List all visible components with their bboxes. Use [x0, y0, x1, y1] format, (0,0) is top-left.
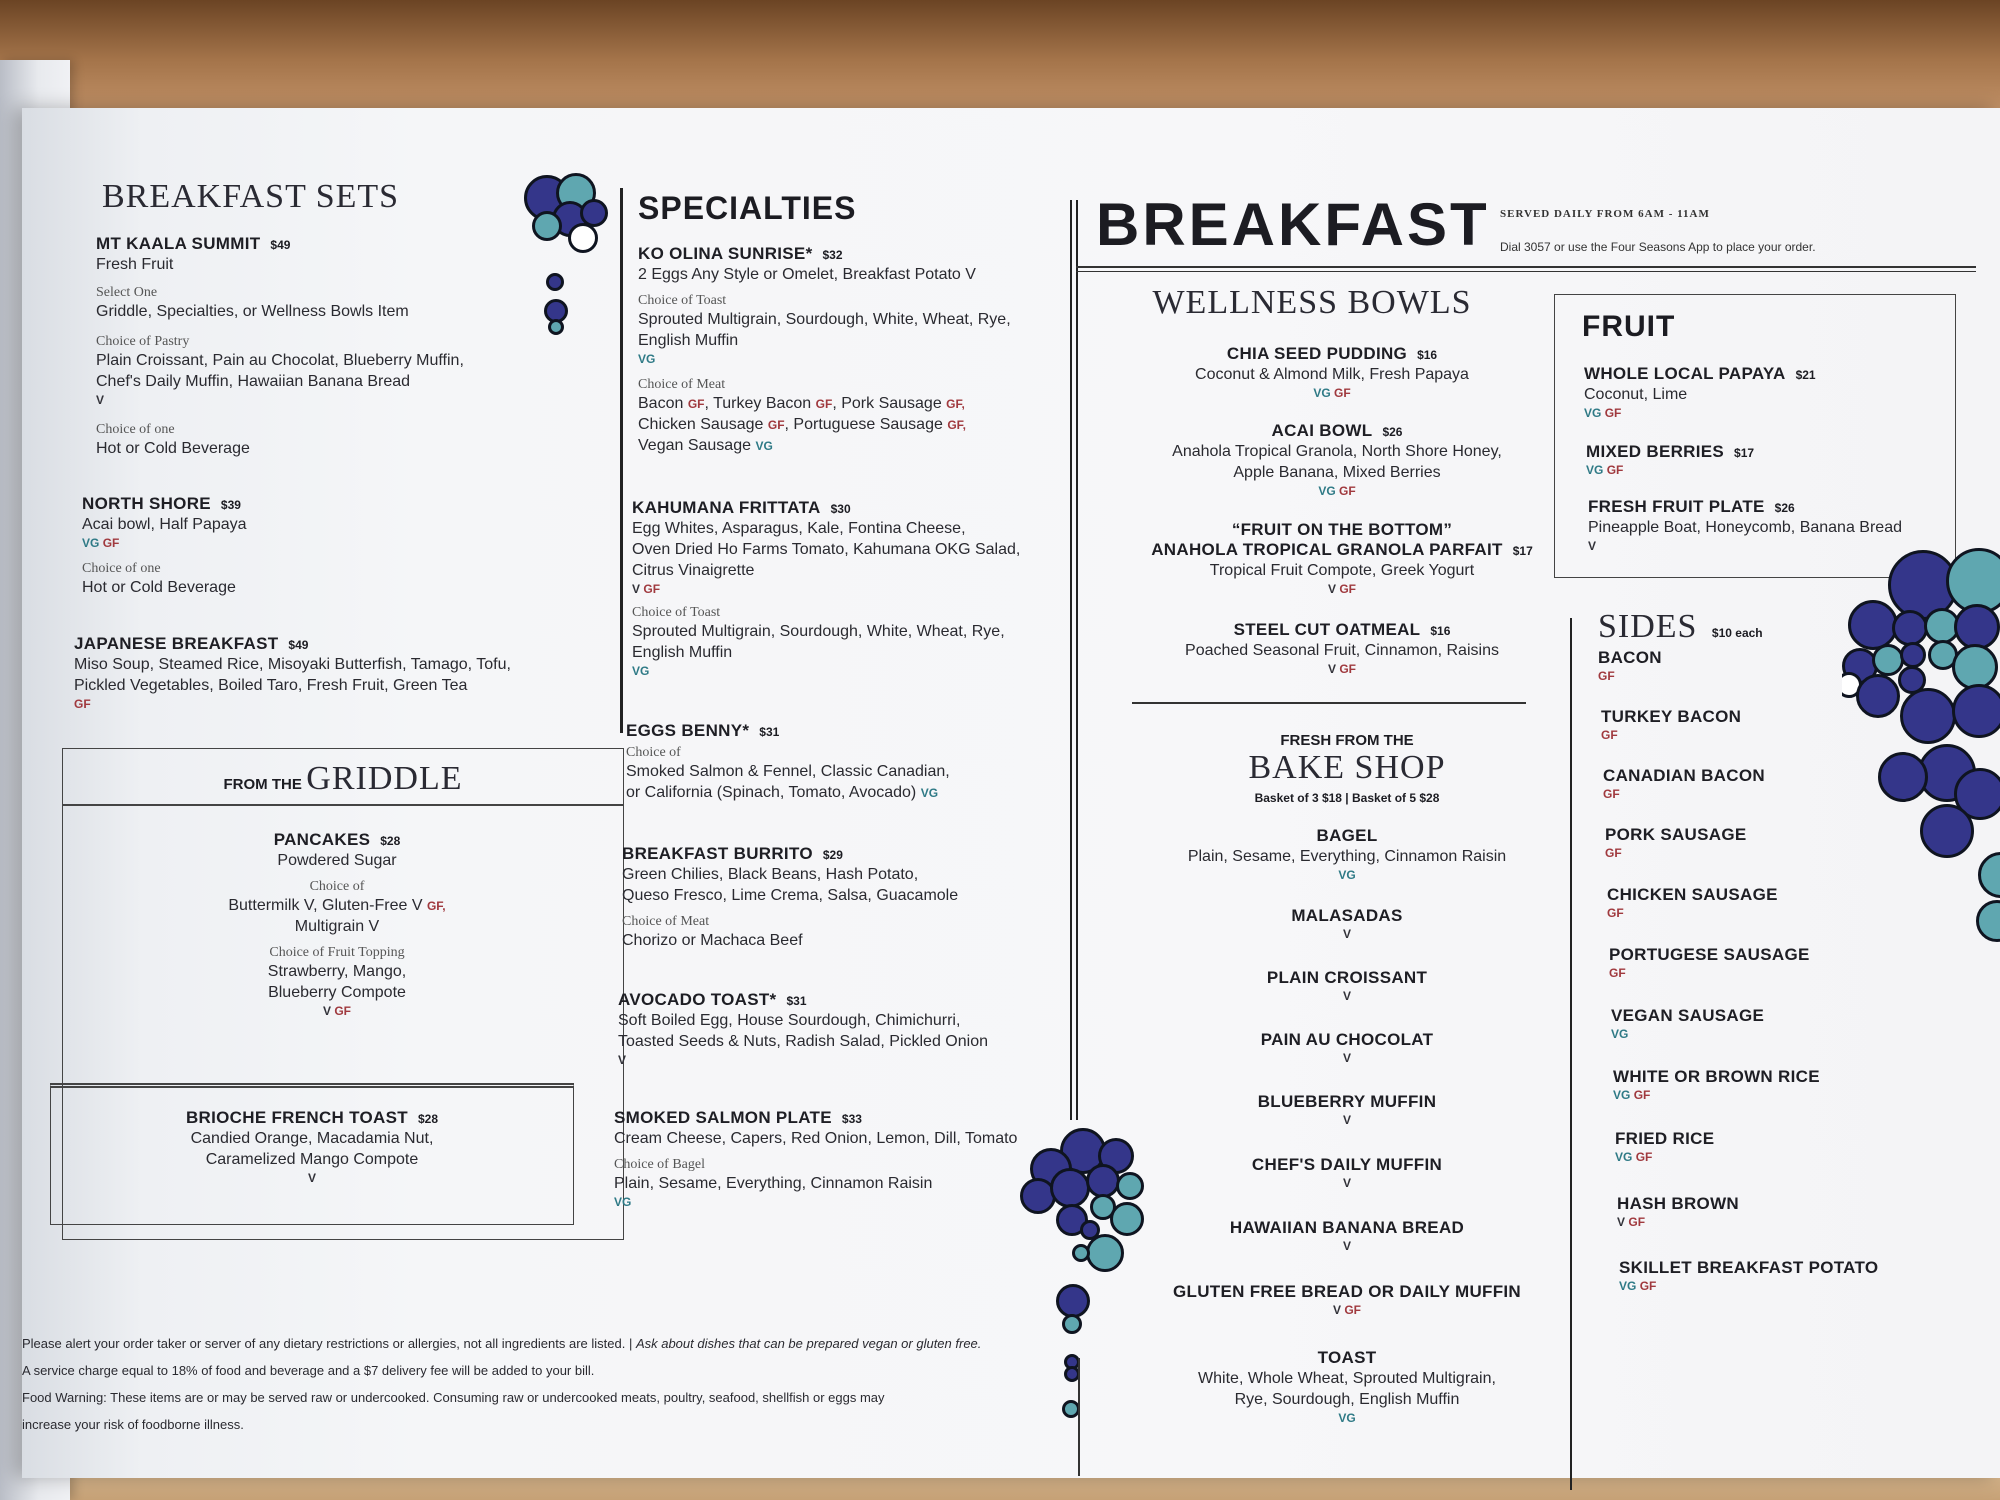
choice-text: Plain Croissant, Pain au Chocolat, Blueberry Muffin,	[96, 352, 464, 369]
diet-tag-gf: GF	[1334, 386, 1351, 400]
item-name: MT KAALA SUMMIT	[96, 234, 261, 253]
diet-tag-v: V	[1327, 582, 1336, 596]
diet-tag-gf: GF	[1633, 1088, 1651, 1102]
menu-item-pancakes	[172, 830, 502, 1019]
item-name: HASH BROWN	[1617, 1194, 1739, 1213]
item-name: TURKEY BACON	[1601, 707, 1742, 726]
choice-label: Choice of one	[82, 561, 161, 576]
item-desc: Anahola Tropical Granola, North Shore Honey,	[1172, 443, 1502, 460]
griddle-from-the: FROM THE	[223, 776, 302, 793]
item-desc: Caramelized Mango Compote	[205, 1151, 419, 1168]
menu-item-eggs-benny	[626, 721, 950, 803]
item-desc: Candied Orange, Macadamia Nut,	[190, 1130, 434, 1147]
item-name: SMOKED SALMON PLATE	[614, 1108, 832, 1127]
diet-tag-vg: VG	[632, 664, 650, 678]
item-desc: Powdered Sugar	[277, 852, 397, 869]
item-name: MALASADAS	[1291, 906, 1403, 925]
item-name: ACAI BOWL	[1271, 421, 1373, 440]
item-price: $28	[417, 1112, 438, 1126]
menu-page	[22, 108, 2000, 1478]
bakeshop-item	[1082, 1218, 1612, 1282]
item-name: KO OLINA SUNRISE*	[638, 244, 813, 263]
choice-label: Choice of Bagel	[614, 1157, 705, 1172]
choice-text: Chef's Daily Muffin, Hawaiian Banana Bread	[96, 373, 411, 390]
item-desc: Toasted Seeds & Nuts, Radish Salad, Pickled Onion	[618, 1033, 988, 1050]
diet-tag-gf: GF	[334, 1004, 352, 1018]
side-item	[1598, 1129, 1958, 1194]
footer-food-warning-cont: increase your risk of foodborne illness.	[22, 1417, 244, 1432]
header-rule-1	[1076, 266, 1976, 268]
diet-tag-vg: VG	[1615, 1150, 1633, 1164]
diet-tag-gf: GF	[643, 582, 661, 596]
side-item	[1598, 1258, 1958, 1322]
diet-tag: VG	[1338, 868, 1356, 882]
item-desc: Queso Fresco, Lime Crema, Salsa, Guacamole	[622, 887, 959, 904]
footer-food-warning: Food Warning: These items are or may be served raw or undercooked. Consuming raw or undercooked meats, poultry, seafood, shellfish or eggs may	[22, 1390, 885, 1405]
choice-text: Bacon	[638, 395, 688, 412]
bakeshop-item	[1082, 1030, 1612, 1092]
footer-service-charge: A service charge equal to 18% of food and beverage and a $7 delivery fee will be added to your bill.	[22, 1363, 595, 1378]
item-price: $29	[822, 848, 843, 862]
item-price: $49	[288, 638, 309, 652]
item-desc: 2 Eggs Any Style or Omelet, Breakfast Potato V	[638, 266, 976, 283]
diet-tag-v: V	[1327, 662, 1336, 676]
diet-tag-gf: GF,	[946, 397, 965, 411]
diet-tag-gf: GF	[687, 397, 705, 411]
choice-text: Sprouted Multigrain, Sourdough, White, Wheat, Rye,	[638, 311, 1011, 328]
choice-text: Strawberry, Mango,	[267, 963, 407, 980]
choice-label: Choice of one	[96, 422, 175, 437]
item-name: FRESH FRUIT PLATE	[1588, 497, 1765, 516]
item-price: $30	[830, 502, 851, 516]
diet-tag-gf: GF,	[947, 418, 966, 432]
diet-tag-v: V	[618, 1053, 627, 1067]
item-name: PANCAKES	[273, 830, 371, 849]
item-name: TOAST	[1317, 1348, 1377, 1367]
header-rule-2	[1076, 271, 1976, 272]
diet-tag-gf: GF	[102, 536, 120, 550]
choice-text: English Muffin	[632, 644, 733, 661]
item-name: CHIA SEED PUDDING	[1226, 344, 1408, 363]
footer-vegan-note: Ask about dishes that can be prepared vegan or gluten free.	[635, 1336, 982, 1351]
item-desc: Pineapple Boat, Honeycomb, Banana Bread	[1588, 519, 1902, 536]
diet-tag-gf: GF	[1606, 463, 1624, 477]
item-desc: Miso Soup, Steamed Rice, Misoyaki Butterfish, Tamago, Tofu,	[74, 656, 511, 673]
diet-tag-gf: GF	[1339, 582, 1357, 596]
diet-tag: GF	[1603, 787, 1620, 801]
diet-tag: V	[96, 393, 105, 407]
item-desc: Oven Dried Ho Farms Tomato, Kahumana OKG Salad,	[632, 541, 1021, 558]
menu-item-north-shore	[82, 494, 247, 598]
choice-text: Buttermilk V, Gluten-Free V	[228, 897, 423, 914]
diet-tag-vg: VG	[1584, 406, 1602, 420]
diet-tag-vg: VG	[82, 536, 100, 550]
menu-item-burrito	[622, 844, 958, 951]
item-desc: Coconut, Lime	[1584, 386, 1688, 403]
sides-price: $10 each	[1711, 626, 1763, 640]
item-name: STEEL CUT OATMEAL	[1233, 620, 1421, 639]
item-name: AVOCADO TOAST*	[618, 990, 777, 1009]
menu-item-acai	[1082, 421, 1592, 499]
choice-text: or California (Spinach, Tomato, Avocado)	[626, 784, 921, 801]
breakfast-sets-title: BREAKFAST SETS	[102, 178, 400, 215]
sides-rule	[1570, 618, 1572, 1490]
bakeshop-item	[1082, 968, 1612, 1030]
menu-item-japanese-breakfast	[74, 634, 511, 712]
choice-label: Choice of	[309, 879, 365, 894]
item-price: $32	[822, 248, 843, 262]
item-desc: Tropical Fruit Compote, Greek Yogurt	[1209, 562, 1475, 579]
choice-label: Choice of Toast	[632, 605, 721, 620]
item-desc: Fresh Fruit	[96, 256, 174, 273]
choice-text: Smoked Salmon & Fennel, Classic Canadian,	[626, 763, 950, 780]
item-name: FRIED RICE	[1615, 1129, 1715, 1148]
diet-tag-gf: GF	[1639, 1279, 1657, 1293]
diet-tag-v: V	[307, 1171, 316, 1185]
menu-item-kahumana	[632, 498, 1020, 679]
diet-tag: V	[1342, 989, 1351, 1003]
item-desc: Apple Banana, Mixed Berries	[1233, 464, 1441, 481]
item-desc: Egg Whites, Asparagus, Kale, Fontina Cheese,	[632, 520, 966, 537]
diet-tag-v: V	[632, 582, 641, 596]
menu-item-mt-kaala	[96, 234, 464, 459]
diet-tag: V	[1342, 927, 1351, 941]
item-name: PORTUGESE SAUSAGE	[1609, 945, 1810, 964]
diet-tag-vg: VG	[1318, 484, 1336, 498]
choice-label: Select One	[96, 285, 158, 300]
wellness-title: WELLNESS BOWLS	[1152, 284, 1472, 321]
column-rule-2	[1070, 200, 1072, 1120]
item-name: JAPANESE BREAKFAST	[74, 634, 279, 653]
footer-notes	[22, 1330, 1062, 1438]
diet-tag-gf: GF	[815, 397, 833, 411]
choice-text: Hot or Cold Beverage	[82, 579, 236, 596]
choice-text: Plain, Sesame, Everything, Cinnamon Raisin	[614, 1175, 933, 1192]
diet-tag-vg: VG	[1613, 1088, 1631, 1102]
footer-line	[22, 1330, 1062, 1357]
diet-tag-vg: VG	[614, 1195, 632, 1209]
order-instructions: Dial 3057 or use the Four Seasons App to place your order.	[1500, 240, 1816, 254]
item-price: $17	[1734, 446, 1755, 460]
item-name: CHICKEN SAUSAGE	[1607, 885, 1778, 904]
diet-tag: V	[1342, 1051, 1351, 1065]
item-price: $31	[786, 994, 807, 1008]
choice-label: Choice of Meat	[622, 914, 710, 929]
item-desc: Rye, Sourdough, English Muffin	[1234, 1391, 1460, 1408]
item-price: $31	[759, 725, 780, 739]
choice-text: Multigrain V	[294, 918, 380, 935]
bubble-stem	[1078, 1358, 1080, 1476]
bakeshop-title: BAKE SHOP	[1248, 749, 1446, 786]
griddle-title: GRIDDLE	[306, 760, 463, 797]
item-name: BACON	[1598, 648, 1662, 667]
choice-text: , Portuguese Sausage	[784, 416, 948, 433]
item-name: CHEF'S DAILY MUFFIN	[1251, 1155, 1443, 1174]
diet-tag: V	[1342, 1176, 1351, 1190]
diet-tag-gf: GF	[74, 697, 91, 711]
sides-title: SIDES	[1598, 608, 1698, 645]
item-name: BREAKFAST BURRITO	[622, 844, 813, 863]
bubble-decoration-right	[1842, 548, 2000, 1008]
item-name: “FRUIT ON THE BOTTOM”	[1231, 520, 1453, 539]
menu-item-fruit-plate	[1588, 497, 1902, 554]
item-name: WHOLE LOCAL PAPAYA	[1584, 364, 1786, 383]
menu-item-berries	[1586, 442, 1754, 478]
item-desc: Plain, Sesame, Everything, Cinnamon Raisin	[1187, 848, 1507, 865]
diet-tag-gf: GF	[1339, 484, 1356, 498]
choice-text: Vegan Sausage	[638, 437, 756, 454]
item-name: PORK SAUSAGE	[1605, 825, 1747, 844]
griddle-header	[62, 760, 624, 798]
diet-tag-vg: VG	[1586, 463, 1604, 477]
choice-text: Chorizo or Machaca Beef	[622, 932, 803, 949]
diet-tag: V	[1342, 1113, 1351, 1127]
item-name: VEGAN SAUSAGE	[1611, 1006, 1765, 1025]
item-desc: White, Whole Wheat, Sprouted Multigrain,	[1198, 1370, 1496, 1387]
bakeshop-header	[1082, 732, 1612, 805]
item-name: BAGEL	[1316, 826, 1378, 845]
item-price: $21	[1795, 368, 1816, 382]
item-name: EGGS BENNY*	[626, 721, 750, 740]
diet-tag-vg: VG	[638, 352, 656, 366]
column-rule-1	[620, 188, 623, 733]
item-name: BLUEBERRY MUFFIN	[1257, 1092, 1437, 1111]
diet-tag-gf: GF	[767, 418, 785, 432]
item-desc: Poached Seasonal Fruit, Cinnamon, Raisins	[1185, 642, 1499, 659]
choice-text: Griddle, Specialties, or Wellness Bowls Item	[96, 303, 409, 320]
griddle-divider	[62, 804, 624, 806]
sides-header	[1598, 608, 1763, 646]
item-name: GLUTEN FREE BREAD OR DAILY MUFFIN	[1172, 1282, 1522, 1301]
diet-tag: GF	[1605, 846, 1622, 860]
item-desc: Citrus Vinaigrette	[632, 562, 755, 579]
choice-label: Choice of Toast	[638, 293, 727, 308]
item-price: $39	[220, 498, 241, 512]
diet-tag-gf: GF	[1604, 406, 1622, 420]
diet-tag: GF	[1609, 966, 1626, 980]
column-rule-2b	[1076, 200, 1078, 1120]
item-name: PLAIN CROISSANT	[1266, 968, 1428, 987]
item-price: $49	[270, 238, 291, 252]
menu-item-oatmeal	[1082, 620, 1602, 677]
item-name: NORTH SHORE	[82, 494, 211, 513]
item-desc: Soft Boiled Egg, House Sourdough, Chimichurri,	[618, 1012, 961, 1029]
item-name: HAWAIIAN BANANA BREAD	[1229, 1218, 1465, 1237]
bakeshop-item-toast	[1082, 1348, 1612, 1426]
fruit-title: FRUIT	[1582, 310, 1676, 343]
diet-tag-gf: GF	[1628, 1215, 1646, 1229]
diet-tag-gf: GF	[1635, 1150, 1653, 1164]
specialties-title: SPECIALTIES	[638, 190, 857, 226]
diet-tag-gf: GF,	[426, 899, 446, 913]
choice-text: Chicken Sausage	[638, 416, 768, 433]
served-hours: SERVED DAILY FROM 6AM - 11AM	[1500, 208, 1710, 220]
item-price: $26	[1774, 501, 1795, 515]
diet-tag: GF	[1601, 728, 1618, 742]
choice-text: , Pork Sausage	[832, 395, 947, 412]
diet-tag: GF	[1607, 906, 1624, 920]
diet-tag-vg: VG	[920, 786, 939, 800]
diet-tag-vg: VG	[1313, 386, 1331, 400]
bakeshop-divider	[1132, 702, 1526, 704]
diet-tag-vg: VG	[755, 439, 773, 453]
item-name: WHITE OR BROWN RICE	[1613, 1067, 1820, 1086]
menu-item-ko-olina	[638, 244, 1011, 456]
bakeshop-item-gluten-free	[1082, 1282, 1612, 1348]
item-price: $26	[1382, 425, 1403, 439]
diet-tag-vg: VG	[1619, 1279, 1637, 1293]
side-item	[1598, 1194, 1958, 1258]
diet-tag: GF	[1598, 669, 1615, 683]
diet-tag-vg: VG	[1338, 1411, 1356, 1425]
choice-text: Sprouted Multigrain, Sourdough, White, Wheat, Rye,	[632, 623, 1005, 640]
bakeshop-item	[1082, 1092, 1612, 1155]
bakeshop-list	[1082, 826, 1612, 1426]
item-name: MIXED BERRIES	[1586, 442, 1725, 461]
bakeshop-basket: Basket of 3 $18 | Basket of 5 $28	[1254, 791, 1440, 805]
page-title: BREAKFAST	[1096, 191, 1490, 258]
choice-text: Blueberry Compote	[268, 984, 406, 1001]
menu-item-avocado-toast	[618, 990, 988, 1068]
diet-tag-v: V	[1332, 1303, 1341, 1317]
choice-label: Choice of Pastry	[96, 334, 190, 349]
diet-tag-gf: GF	[1339, 662, 1357, 676]
item-desc: Green Chilies, Black Beans, Hash Potato,	[622, 866, 919, 883]
choice-label: Choice of Fruit Topping	[269, 945, 405, 960]
bakeshop-item	[1082, 1155, 1612, 1218]
choice-label: Choice of Meat	[638, 377, 726, 392]
diet-tag: VG	[1611, 1027, 1629, 1041]
bakeshop-item	[1082, 826, 1612, 906]
menu-item-papaya	[1584, 364, 1816, 421]
item-name: PAIN AU CHOCOLAT	[1260, 1030, 1434, 1049]
item-desc: Coconut & Almond Milk, Fresh Papaya	[1195, 366, 1469, 383]
diet-tag-v: V	[1588, 539, 1597, 553]
item-name: ANAHOLA TROPICAL GRANOLA PARFAIT	[1151, 540, 1503, 559]
choice-text: , Turkey Bacon	[704, 395, 816, 412]
item-name: SKILLET BREAKFAST POTATO	[1619, 1258, 1879, 1277]
bubble-decoration-top	[522, 173, 612, 333]
diet-tag-v: V	[322, 1004, 331, 1018]
item-name: CANADIAN BACON	[1603, 766, 1765, 785]
side-item	[1598, 1006, 1958, 1067]
item-price: $28	[380, 834, 401, 848]
choice-text: Hot or Cold Beverage	[96, 440, 250, 457]
menu-item-chia	[1082, 344, 1582, 401]
choice-text: English Muffin	[638, 332, 739, 349]
bakeshop-item	[1082, 906, 1612, 968]
choice-label: Choice of	[626, 745, 681, 760]
item-name: KAHUMANA FRITTATA	[632, 498, 821, 517]
item-desc: Pickled Vegetables, Boiled Taro, Fresh Fruit, Green Tea	[74, 677, 468, 694]
item-price: $16	[1417, 348, 1438, 362]
diet-tag-gf: GF	[1344, 1303, 1362, 1317]
diet-tag: V	[1342, 1239, 1351, 1253]
item-price: $17	[1512, 544, 1533, 558]
item-desc: Acai bowl, Half Papaya	[82, 516, 247, 533]
side-item	[1598, 1067, 1958, 1129]
item-name: BRIOCHE FRENCH TOAST	[185, 1108, 408, 1127]
item-price: $16	[1430, 624, 1451, 638]
bakeshop-fresh: FRESH FROM THE	[1280, 732, 1414, 749]
diet-tag-v: V	[1617, 1215, 1626, 1229]
item-price: $33	[841, 1112, 862, 1126]
footer-allergy-note: Please alert your order taker or server of any dietary restrictions or allergies, not all ingredients are listed. |	[22, 1336, 636, 1351]
menu-item-smoked-salmon	[614, 1108, 1017, 1210]
menu-item-brioche	[122, 1108, 502, 1186]
item-desc: Cream Cheese, Capers, Red Onion, Lemon, Dill, Tomato	[614, 1130, 1018, 1147]
menu-item-parfait	[1082, 520, 1602, 597]
